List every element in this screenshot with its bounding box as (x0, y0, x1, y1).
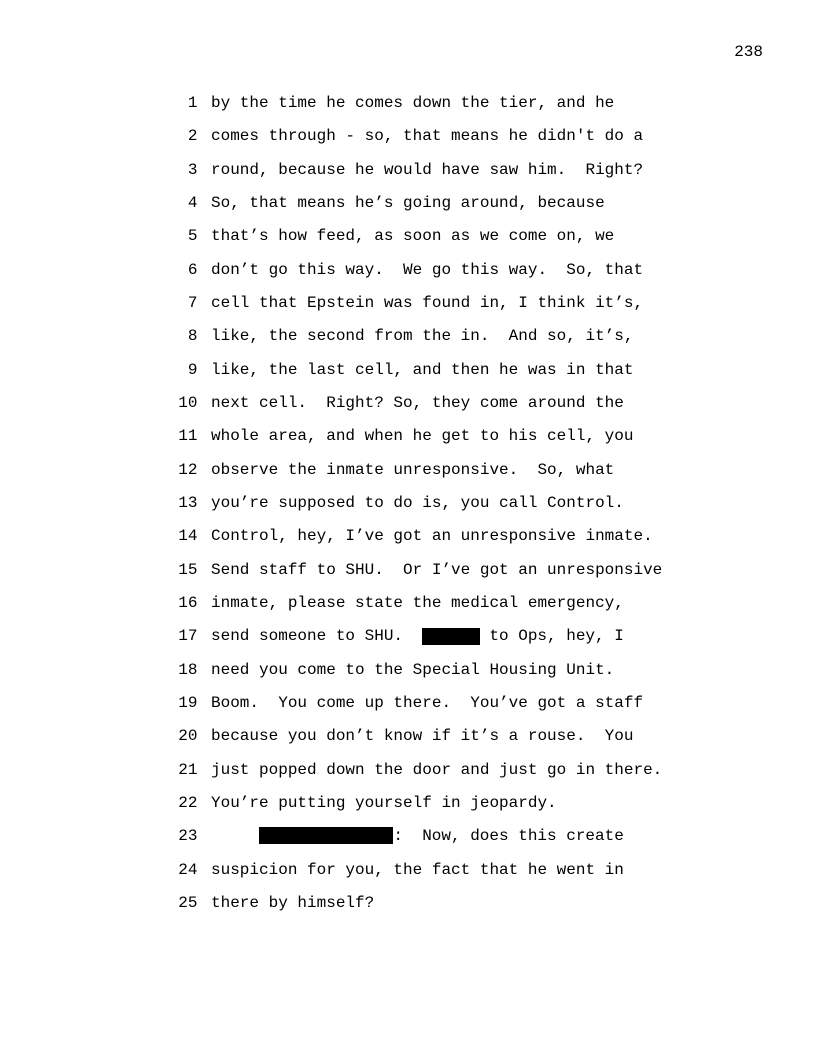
transcript-line (0, 220, 816, 253)
line-text: round, because he would have saw him. Right? (211, 160, 644, 179)
line-number: 24 (178, 860, 198, 879)
line-text: like, the last cell, and then he was in that (211, 360, 634, 379)
line-text: don’t go this way. We go this way. So, that (211, 260, 644, 279)
transcript-line (0, 620, 816, 653)
line-text: whole area, and when he get to his cell, you (211, 427, 634, 446)
line-text: cell that Epstein was found in, I think it’s, (211, 293, 644, 312)
line-text: suspicion for you, the fact that he went in (211, 860, 624, 879)
line-text: there by himself? (211, 893, 375, 912)
transcript-line (0, 820, 816, 853)
line-text: observe the inmate unresponsive. So, what (211, 460, 615, 479)
line-text: just popped down the door and just go in there. (211, 760, 663, 779)
line-number: 10 (178, 393, 198, 412)
line-text: Boom. You come up there. You’ve got a staff (211, 693, 644, 712)
transcript-line (0, 854, 816, 887)
transcript-line (0, 87, 816, 120)
line-number: 1 (187, 94, 198, 112)
transcript-line (0, 754, 816, 787)
line-number: 15 (178, 560, 198, 579)
line-number: 9 (187, 360, 198, 379)
line-text: Control, hey, I’ve got an unresponsive inmate. (211, 527, 653, 546)
line-number: 12 (178, 460, 198, 479)
line-number: 25 (178, 893, 198, 912)
line-text: need you come to the Special Housing Unit. (211, 660, 615, 679)
line-text (211, 620, 624, 653)
line-number: 7 (187, 293, 198, 312)
transcript-line (0, 420, 816, 453)
line-text-after-redaction: : Now, does this create (393, 827, 624, 846)
transcript-line (0, 254, 816, 287)
line-number: 19 (178, 693, 198, 712)
line-number: 4 (187, 193, 198, 212)
line-number: 17 (178, 627, 198, 646)
transcript-line (0, 520, 816, 553)
line-text: you’re supposed to do is, you call Control. (211, 493, 624, 512)
line-number: 5 (187, 227, 198, 246)
line-text: comes through - so, that means he didn't do a (211, 127, 644, 146)
redaction-box (259, 827, 393, 844)
line-text: next cell. Right? So, they come around the (211, 393, 624, 412)
line-number: 8 (187, 327, 198, 346)
line-text: like, the second from the in. And so, it’s, (211, 327, 634, 346)
line-number: 18 (178, 660, 198, 679)
transcript-line (0, 454, 816, 487)
redaction-box (422, 628, 480, 645)
transcript-line (0, 154, 816, 187)
line-number: 14 (178, 527, 198, 546)
line-text: Send staff to SHU. Or I’ve got an unresponsive (211, 560, 663, 579)
line-number: 20 (178, 727, 198, 746)
transcript-line (0, 320, 816, 353)
line-number: 6 (187, 260, 198, 279)
transcript-line (0, 654, 816, 687)
line-text-before-redaction: send someone to SHU. (211, 627, 404, 646)
line-number: 16 (178, 593, 198, 612)
transcript-line (0, 187, 816, 220)
transcript-line (0, 720, 816, 753)
transcript-line (0, 887, 816, 920)
line-text: So, that means he’s going around, because (211, 193, 605, 212)
transcript-line (0, 587, 816, 620)
line-number: 23 (178, 827, 198, 846)
transcript-lines (0, 87, 816, 920)
transcript-line (0, 287, 816, 320)
line-text: You’re putting yourself in jeopardy. (211, 793, 557, 812)
transcript-line (0, 487, 816, 520)
transcript-line (0, 387, 816, 420)
line-text: that’s how feed, as soon as we come on, we (211, 227, 615, 246)
line-number: 11 (178, 427, 198, 446)
transcript-line (0, 787, 816, 820)
line-number: 21 (178, 760, 198, 779)
transcript-line (0, 687, 816, 720)
transcript-line (0, 554, 816, 587)
page-number: 238 (734, 43, 763, 61)
transcript-line (0, 354, 816, 387)
line-text: by the time he comes down the tier, and he (211, 94, 615, 112)
line-text: inmate, please state the medical emergency, (211, 593, 624, 612)
transcript-line (0, 120, 816, 153)
line-text: because you don’t know if it’s a rouse. You (211, 727, 634, 746)
line-text (211, 820, 624, 853)
line-text-after-redaction: to Ops, hey, I (489, 627, 624, 646)
line-number: 3 (187, 160, 198, 179)
line-number: 2 (187, 127, 198, 146)
line-number: 22 (178, 793, 198, 812)
line-number: 13 (178, 493, 198, 512)
